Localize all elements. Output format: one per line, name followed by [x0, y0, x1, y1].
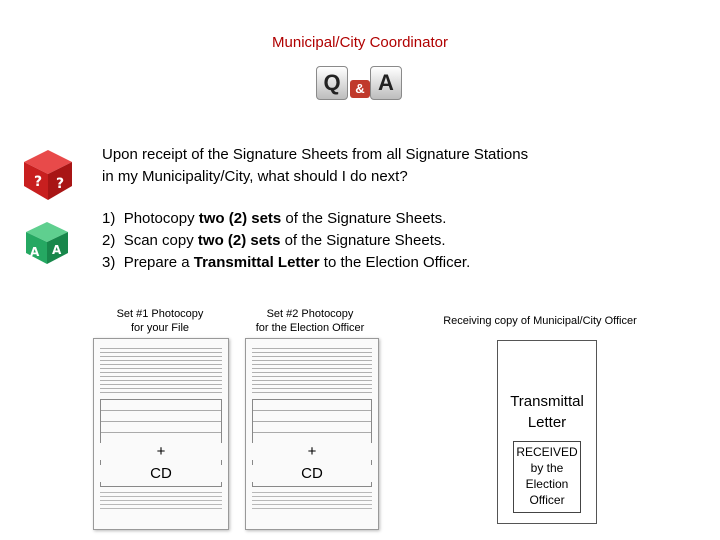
plus-sign: +: [94, 443, 228, 460]
steps-list: [102, 208, 562, 274]
signature-sheet-set1: [93, 338, 229, 530]
receiving-label: Receiving copy of Municipal/City Officer: [443, 315, 637, 327]
svg-text:?: ?: [34, 174, 43, 190]
ampersand-badge: &: [350, 80, 370, 98]
step-item: 2) Scan copy two (2) sets of the Signature Sheets.: [102, 232, 446, 249]
page-title: Municipal/City Coordinator: [272, 34, 448, 51]
cd-label: CD: [246, 465, 378, 482]
question-text: Upon receipt of the Signature Sheets from all Signature Stations in my Municipality/City, what should I do next?: [102, 146, 529, 185]
plus-sign: +: [246, 443, 378, 460]
received-stamp: RECEIVED by the Election Officer: [513, 441, 581, 513]
step-item: 1) Photocopy two (2) sets of the Signature Sheets.: [102, 210, 447, 227]
green-answer-dice-icon: [24, 220, 70, 266]
svg-text:A: A: [30, 245, 40, 259]
qa-logo: [300, 58, 418, 104]
svg-text:?: ?: [56, 176, 65, 192]
q-cube: Q: [316, 66, 348, 100]
a-cube: A: [370, 66, 402, 100]
cd-label: CD: [94, 465, 228, 482]
set1-label: Set #1 Photocopy for your File: [116, 308, 204, 334]
transmittal-letter-title: Transmittal Letter: [510, 393, 584, 431]
step-item: 3) Prepare a Transmittal Letter to the Election Officer.: [102, 254, 471, 271]
signature-sheet-set2: [245, 338, 379, 530]
set2-label: Set #2 Photocopy for the Election Officer: [255, 308, 365, 334]
red-question-dice-icon: [20, 146, 76, 202]
svg-text:A: A: [52, 243, 62, 257]
transmittal-letter-box: [497, 340, 597, 524]
